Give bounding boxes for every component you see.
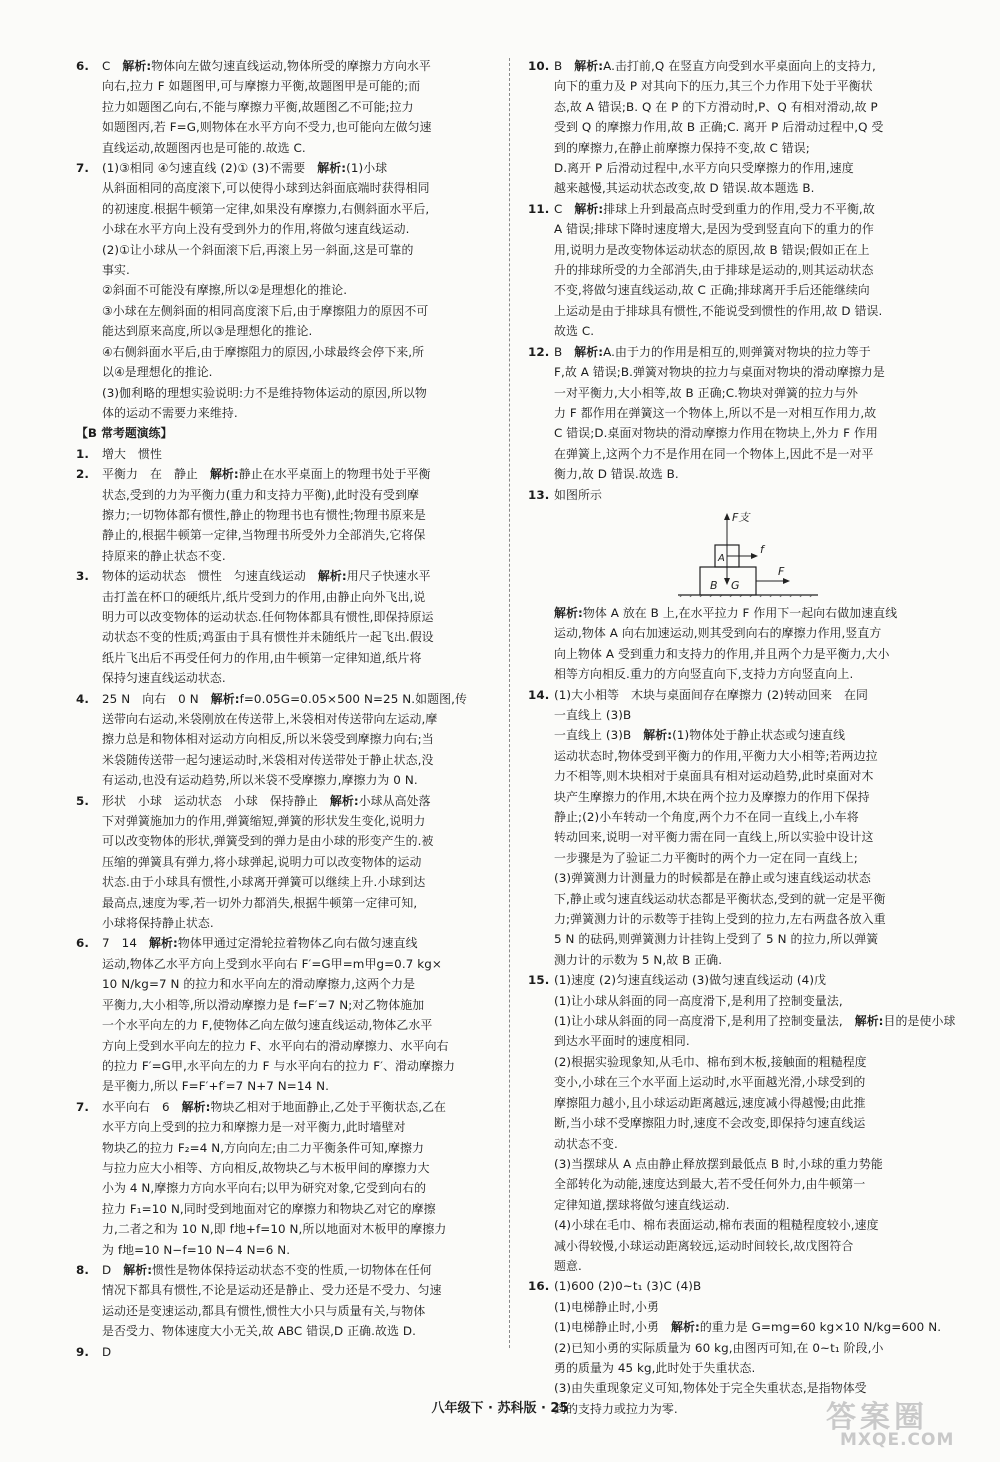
analysis-line: 纸片飞出后不再受任何力的作用,由牛顿第一定律知道,纸片将 bbox=[102, 650, 422, 665]
analysis-line: 动状态不变的性质;鸡蛋由于具有惯性并未随纸片一起飞出.假设 bbox=[102, 630, 434, 645]
analysis-line: f=0.05G=0.05×500 N=25 N.如题图,传 bbox=[239, 691, 467, 706]
analysis-line: 状态.由于小球具有惯性,小球离开弹簧可以继续上升.小球到达 bbox=[102, 875, 426, 890]
analysis-line: 一直线上 (3)B bbox=[554, 707, 632, 722]
column-divider bbox=[509, 58, 510, 1348]
analysis-line: 到的摩擦力,在静止前摩擦力保持不变,故 C 错误; bbox=[554, 140, 810, 155]
label-block-b: B bbox=[710, 578, 718, 592]
analysis-line: 为 f地=10 N−f=10 N−4 N=6 N. bbox=[102, 1242, 291, 1257]
analysis-line: 的重力是 G=mg=60 kg×10 N/kg=600 N. bbox=[699, 1320, 942, 1335]
analysis-line: 态,故 A 错误;B. Q 在 P 的下方滑动时,P、Q 有相对滑动,故 P bbox=[554, 99, 878, 114]
analysis-line: 米袋随传送带一起匀速运动时,米袋相对传送带处于静止状态,没 bbox=[102, 752, 434, 767]
item-answer: 7 14 bbox=[102, 936, 137, 951]
analysis-line: (1)让小球从斜面的同一高度滑下,是利用了控制变量法, bbox=[554, 993, 843, 1008]
item-number: 10. bbox=[528, 59, 550, 73]
answer-item bbox=[76, 1097, 492, 1260]
analysis-line: ③小球在左侧斜面的相同高度滚下后,由于摩擦阻力的原因不可 bbox=[102, 303, 429, 318]
analysis-line: 越来越慢,其运动状态改变,故 D 错误.故本题选 B. bbox=[554, 181, 815, 196]
analysis-line: 下,静止或匀速直线运动状态都是平衡状态,受到的就一定是平衡 bbox=[554, 891, 886, 906]
item-number: 15. bbox=[528, 973, 550, 988]
analysis-line: 擦力总是和物体相对运动方向相反,所以米袋受到摩擦力向右;当 bbox=[102, 732, 434, 747]
answer-item bbox=[76, 933, 492, 1096]
analysis-line: 力;弹簧测力计的示数等于挂钩上受到的拉力,左右两盘各放入重 bbox=[554, 912, 886, 927]
analysis-line: 一步骤是为了验证二力平衡时的两个力一定在同一直线上; bbox=[554, 850, 858, 865]
analysis-line: 的初速度.根据牛顿第一定律,如果没有摩擦力,右侧斜面水平后, bbox=[102, 201, 430, 216]
analysis-line: 最高点,速度为零,若一切外力都消失,根据牛顿第一定律可知, bbox=[102, 895, 418, 910]
analysis-line: 题意. bbox=[554, 1258, 582, 1273]
analysis-line: 力,二者之和为 10 N,即 f地+f=10 N,所以地面对木板甲的摩擦力 bbox=[102, 1222, 447, 1237]
analysis-line: 运动还是变速运动,都具有惯性,惯性大小只与质量有关,与物体 bbox=[102, 1303, 426, 1318]
analysis-line: 惯性是物体保持运动状态不变的性质,一切物体在任何 bbox=[152, 1262, 432, 1277]
analysis-line: 擦力;一切物体都有惯性,静止的物理书也有惯性;物理书原来是 bbox=[102, 507, 426, 522]
answer-item bbox=[76, 689, 492, 791]
answer-item bbox=[76, 1342, 492, 1362]
analysis-line: 一直线上 (3)B bbox=[554, 728, 632, 743]
analysis-label: 解析: bbox=[123, 1262, 153, 1277]
support-arrowhead bbox=[724, 513, 730, 520]
analysis-line: 一个水平向左的力 F,使物体乙向左做匀速直线运动,物体乙水平 bbox=[102, 1018, 433, 1033]
analysis-line: 以④是理想化的推论. bbox=[102, 365, 213, 380]
analysis-line: (2)根据实验现象知,从毛巾、棉布到木板,接触面的粗糙程度 bbox=[554, 1054, 867, 1069]
analysis-line: 运动,物体乙水平方向上受到水平向右 F′=G甲=m甲g=0.7 kg× bbox=[102, 956, 442, 971]
item-answer: (1)③相同 ④匀速直线 (2)① (3)不需要 bbox=[102, 161, 306, 176]
analysis-line: 上运动是由于排球具有惯性,不能说受到惯性的作用,故 D 错误. bbox=[554, 303, 883, 318]
item-answer: (1)速度 (2)匀速直线运动 (3)做匀速直线运动 (4)戊 bbox=[554, 973, 827, 988]
analysis-line: 断,当小球不受摩擦阻力时,速度不会改变,即保持匀速直线运 bbox=[554, 1116, 866, 1131]
item-answer: C bbox=[102, 59, 111, 73]
item-answer: B bbox=[554, 344, 563, 359]
section-heading-b: 【B 常考题演练】 bbox=[76, 426, 173, 441]
analysis-line: 压缩的弹簧具有弹力,将小球弹起,说明力可以改变物体的运动 bbox=[102, 854, 422, 869]
analysis-line: (4)小球在毛巾、棉布表面运动,棉布表面的粗糙程度较小,速度 bbox=[554, 1218, 879, 1233]
analysis-line: (3)弹簧测力计测量力的时候都是在静止或匀速直线运动状态 bbox=[554, 871, 871, 886]
answer-item bbox=[76, 56, 492, 158]
friction-arrowhead bbox=[751, 553, 758, 559]
item-answer: D bbox=[102, 1262, 112, 1277]
item-number: 16. bbox=[528, 1279, 550, 1294]
analysis-line: (1)小球 bbox=[346, 161, 388, 176]
analysis-line: 静止;(2)小车转动一个角度,两个力不在同一直线上,小车将 bbox=[554, 810, 859, 824]
item-answer: 如图所示 bbox=[554, 487, 602, 502]
analysis-line: 用尺子快速水平 bbox=[346, 569, 431, 584]
answer-item bbox=[528, 199, 958, 342]
analysis-line: 勇的质量为 45 kg,此时处于失重状态. bbox=[554, 1360, 756, 1375]
item-number: 8. bbox=[76, 1262, 89, 1277]
label-block-a: A bbox=[718, 552, 725, 564]
analysis-line: 小为 4 N,摩擦力方向水平向右;以甲为研究对象,它受到向右的 bbox=[102, 1181, 427, 1196]
analysis-line: 块产生摩擦力的作用,木块在两个拉力及摩擦力的作用下保持 bbox=[554, 789, 870, 804]
analysis-line: 下对弹簧施加力的作用,弹簧缩短,弹簧的形状发生变化,说明力 bbox=[102, 814, 426, 829]
analysis-line: 静止的,根据牛顿第一定律,当物理书所受外力全部消失,它将保 bbox=[102, 528, 426, 543]
answer-item bbox=[76, 566, 492, 688]
analysis-label: 解析: bbox=[554, 605, 583, 620]
item-answer: B bbox=[554, 59, 563, 73]
analysis-line: 力不相等,则木块相对于桌面具有相对运动趋势,此时桌面对木 bbox=[554, 769, 874, 784]
item-answer: 水平向右 6 bbox=[102, 1099, 170, 1114]
analysis-line: 平衡力,大小相等,所以滑动摩擦力是 f=F′=7 N;对乙物体施加 bbox=[102, 997, 425, 1012]
analysis-line: 状态,受到的力为平衡力(重力和支持力平衡),此时没有受到摩 bbox=[102, 487, 420, 502]
analysis-line: 物体甲通过定滑轮拉着物体乙向右做匀速直线 bbox=[177, 936, 418, 951]
analysis-line: ④右侧斜面水平后,由于摩擦阻力的原因,小球最终会停下来,所 bbox=[102, 344, 425, 359]
analysis-line: (1)电梯静止时,小勇 bbox=[554, 1299, 659, 1314]
watermark-url: MXQE.COM bbox=[840, 1430, 955, 1450]
analysis-label: 解析: bbox=[574, 344, 604, 359]
analysis-line: 运动状态时,物体受到平衡力的作用,平衡力大小相等;若两边拉 bbox=[554, 748, 878, 763]
analysis-line: 直线运动,故题图丙也是可能的.故选 C. bbox=[102, 140, 306, 155]
analysis-line: (1)物体处于静止状态或匀速直线 bbox=[672, 728, 846, 743]
analysis-line: 受到 Q 的摩擦力作用,故 B 正确;C. 离开 P 后滑动过程中,Q 受 bbox=[554, 120, 884, 135]
analysis-line: (2)已知小勇的实际质量为 60 kg,由图丙可知,在 0~t₁ 阶段,小 bbox=[554, 1340, 884, 1355]
analysis-line: D.离开 P 后滑动过程中,水平方向只受摩擦力的作用,速度 bbox=[554, 161, 854, 176]
analysis-line: F,故 A 错误;B.弹簧对物块的拉力与桌面对物块的滑动摩擦力是 bbox=[554, 365, 885, 380]
page-footer: 八年级下 · 苏科版 · 25 bbox=[431, 1401, 569, 1416]
watermark-text: 答案圈 bbox=[826, 1400, 928, 1435]
analysis-line: (1)电梯静止时,小勇 bbox=[554, 1320, 659, 1335]
analysis-line: 事实. bbox=[102, 263, 130, 278]
item-number: 11. bbox=[528, 201, 550, 216]
item-answer: C bbox=[554, 201, 563, 216]
item-answer: 增大 惯性 bbox=[102, 446, 162, 461]
item-number: 6. bbox=[76, 936, 89, 951]
label-friction: f bbox=[760, 542, 764, 556]
analysis-line: 转动回来,说明一对平衡力需在同一直线上,所以实验中设计这 bbox=[554, 830, 874, 845]
analysis-line: 相等方向相反.重力的方向竖直向下,支持力方向竖直向上. bbox=[554, 667, 854, 682]
analysis-line: 动状态不变. bbox=[554, 1136, 618, 1151]
left-column bbox=[76, 56, 492, 1362]
analysis-line: 减小得较慢,小球运动距离较远,运动时间较长,故戊图符合 bbox=[554, 1238, 854, 1253]
item-answer: 平衡力 在 静止 bbox=[102, 467, 198, 482]
analysis-label: 解析: bbox=[574, 59, 604, 73]
item-number: 12. bbox=[528, 344, 550, 359]
analysis-line: 持原来的静止状态不变. bbox=[102, 548, 226, 563]
analysis-label: 解析: bbox=[670, 1320, 700, 1335]
analysis-line: (2)①让小球从一个斜面滚下后,再滚上另一斜面,这是可靠的 bbox=[102, 242, 414, 257]
analysis-line: 如题图丙,若 F=G,则物体在水平方向不受力,也可能向左做匀速 bbox=[102, 120, 432, 135]
analysis-line: 目的是使小球到达水平面时的速度相同. bbox=[554, 1014, 956, 1049]
analysis-line: 方向上受到水平向左的拉力 F、水平向右的滑动摩擦力、水平向右 bbox=[102, 1038, 449, 1053]
analysis-line: 物块乙相对于地面静止,乙处于平衡状态,乙在 bbox=[210, 1099, 447, 1114]
analysis-label: 解析: bbox=[329, 793, 359, 808]
analysis-line: 体的运动不需要力来维持. bbox=[102, 405, 238, 420]
analysis-line: 静止在水平桌面上的物理书处于平衡 bbox=[238, 467, 431, 482]
analysis-line: 物体 A 放在 B 上,在水平拉力 F 作用下一起向右做加速直线 bbox=[582, 605, 898, 620]
analysis-line: 拉力 F₁=10 N,同时受到地面对它的摩擦力和物块乙对它的摩擦 bbox=[102, 1201, 436, 1216]
item-answer: D bbox=[102, 1344, 112, 1359]
analysis-label: 解析: bbox=[149, 936, 178, 951]
analysis-line: 到的支持力或拉力为零. bbox=[554, 1401, 678, 1416]
analysis-line: 变小,小球在三个水平面上运动时,水平面越光滑,小球受到的 bbox=[554, 1075, 866, 1090]
item-number: 5. bbox=[76, 793, 89, 808]
item-number: 13. bbox=[528, 487, 550, 502]
label-gravity: G bbox=[731, 578, 740, 592]
answer-item bbox=[76, 791, 492, 934]
item-answer: 25 N 向右 0 N bbox=[102, 691, 199, 706]
item-number: 6. bbox=[76, 59, 89, 73]
analysis-line: 不变,将做匀速直线运动,故 C 正确;排球离开手后还能继续向 bbox=[554, 283, 870, 298]
right-items-b bbox=[528, 685, 958, 1420]
analysis-line: 向下的重力及 P 对其向下的压力,其三个力作用下处于平衡状 bbox=[554, 79, 873, 94]
right-column bbox=[528, 56, 958, 1419]
right-items-a bbox=[528, 56, 958, 505]
analysis-line: A.击打前,Q 在竖直方向受到水平桌面向上的支持力, bbox=[603, 59, 876, 73]
pull-arrowhead bbox=[783, 578, 790, 584]
analysis-line: 定律知道,摆球将做匀速直线运动. bbox=[554, 1197, 730, 1212]
analysis-line: 送带向右运动,米袋刚放在传送带上,米袋相对传送带向左运动,摩 bbox=[102, 712, 438, 726]
analysis-line: 是否受力、物体速度大小无关,故 ABC 错误,D 正确.故选 D. bbox=[102, 1324, 417, 1339]
item-number: 9. bbox=[76, 1344, 89, 1359]
analysis-line: 测力计的示数为 5 N,故 B 正确. bbox=[554, 952, 723, 967]
force-diagram bbox=[678, 509, 818, 597]
gravity-arrowhead bbox=[724, 578, 730, 585]
analysis-line: (3)由失重现象定义可知,物体处于完全失重状态,是指物体受 bbox=[554, 1381, 867, 1396]
label-support-force: F支 bbox=[732, 510, 750, 524]
analysis-line: 是平衡力,所以 F=F′+f′=7 N+7 N=14 N. bbox=[102, 1079, 329, 1094]
analysis-line: ②斜面不可能没有摩擦,所以②是理想化的推论. bbox=[102, 283, 348, 298]
analysis-line: 故选 C. bbox=[554, 324, 595, 339]
analysis-label: 解析: bbox=[574, 201, 604, 216]
analysis-line: 有运动,也没有运动趋势,所以米袋不受摩擦力,摩擦力为 0 N. bbox=[102, 773, 418, 788]
item-number: 1. bbox=[76, 446, 89, 461]
analysis-line: 情况下都具有惯性,不论是运动还是静止、受力还是不受力、匀速 bbox=[102, 1283, 442, 1298]
item-answer: (1)大小相等 木块与桌面间存在摩擦力 (2)转动回来 在同 bbox=[554, 687, 868, 702]
analysis-line: 与拉力应大小相等、方向相反,故物块乙与木板甲间的摩擦力大 bbox=[102, 1160, 430, 1175]
answer-item bbox=[76, 1260, 492, 1342]
analysis-line: 衡力,故 D 错误.故选 B. bbox=[554, 467, 679, 482]
label-pull-force: F bbox=[778, 564, 785, 578]
analysis-line: 能达到原来高度,所以③是理想化的推论. bbox=[102, 324, 313, 339]
analysis-label: 解析: bbox=[317, 569, 347, 584]
analysis-line: 击打盖在杯口的硬纸片,纸片受到力的作用,由静止向外飞出,说 bbox=[102, 589, 426, 604]
analysis-label: 解析: bbox=[854, 1014, 884, 1029]
item-number: 7. bbox=[76, 1099, 89, 1114]
answer-item bbox=[528, 970, 958, 1276]
item-number: 14. bbox=[528, 687, 550, 702]
analysis-label: 解析: bbox=[181, 1099, 211, 1114]
answer-item bbox=[528, 56, 958, 199]
analysis-line: 明力可以改变物体的运动状态.任何物体都具有惯性,即保持原运 bbox=[102, 609, 434, 624]
item-number: 7. bbox=[76, 161, 89, 176]
analysis-line: 升的排球所受的力全部消失,由于排球是运动的,则其运动状态 bbox=[554, 263, 874, 278]
analysis-line: 物块乙的拉力 F₂=4 N,方向向左;由二力平衡条件可知,摩擦力 bbox=[102, 1140, 424, 1155]
analysis-line: 小球从高处落 bbox=[358, 793, 431, 808]
analysis-line: A.由于力的作用是相互的,则弹簧对物块的拉力等于 bbox=[603, 344, 871, 359]
analysis-line: 排球上升到最高点时受到重力的作用,受力不平衡,故 bbox=[603, 201, 875, 216]
watermark-logo bbox=[822, 1390, 980, 1454]
analysis-line: 摩擦阻力越小,且小球运动距离越远,速度减小得越慢;由此推 bbox=[554, 1095, 866, 1110]
analysis-line: 拉力如题图乙向右,不能与摩擦力平衡,故题图乙不可能;拉力 bbox=[102, 99, 414, 114]
answer-item bbox=[528, 685, 958, 971]
answer-item bbox=[76, 444, 492, 464]
analysis-line: 物体向左做匀速直线运动,物体所受的摩擦力方向水平 bbox=[151, 59, 431, 73]
analysis-line: 小球将保持静止状态. bbox=[102, 916, 214, 931]
analysis-line: 一对平衡力,大小相等,故 B 正确;C.物块对弹簧的拉力与外 bbox=[554, 385, 858, 400]
analysis-line: 5 N 的砝码,则弹簧测力计挂钩上受到了 5 N 的拉力,所以弹簧 bbox=[554, 932, 879, 947]
analysis-line: (3)伽利略的理想实验说明:力不是维持物体运动的原因,所以物 bbox=[102, 385, 427, 400]
left-items-b bbox=[76, 444, 492, 1362]
item-13-analysis bbox=[528, 603, 958, 685]
analysis-line: 用,说明力是改变物体运动状态的原因,故 B 错误;假如正在上 bbox=[554, 242, 870, 257]
item-number: 3. bbox=[76, 569, 89, 584]
answer-item bbox=[76, 464, 492, 566]
analysis-line: 10 N/kg=7 N 的拉力和水平向左的滑动摩擦力,这两个力是 bbox=[102, 977, 416, 992]
answer-item bbox=[528, 342, 958, 485]
analysis-line: 可以改变物体的形状,弹簧受到的弹力是由小球的形变产生的.被 bbox=[102, 834, 434, 849]
analysis-label: 解析: bbox=[210, 691, 240, 706]
analysis-line: 的拉力 F′=G甲,水平向左的力 F 与水平向右的拉力 F′、滑动摩擦力 bbox=[102, 1058, 455, 1073]
analysis-line: 在弹簧上,这两个力不是作用在同一个物体上,因此不是一对平 bbox=[554, 446, 874, 461]
analysis-line: 水平方向上受到的拉力和摩擦力是一对平衡力,此时墙壁对 bbox=[102, 1120, 406, 1135]
analysis-label: 解析: bbox=[317, 161, 347, 176]
analysis-line: 向右,拉力 F 如题图甲,可与摩擦力平衡,故题图甲是可能的;而 bbox=[102, 79, 421, 94]
analysis-label: 解析: bbox=[122, 59, 152, 73]
analysis-line: 从斜面相同的高度滚下,可以使得小球到达斜面底端时获得相同 bbox=[102, 181, 430, 196]
analysis-line: 向上物体 A 受到重力和支持力的作用,并且两个力是平衡力,大小 bbox=[554, 646, 890, 661]
analysis-line: 保持匀速直线运动状态. bbox=[102, 671, 226, 686]
item-answer: (1)600 (2)0~t₁ (3)C (4)B bbox=[554, 1279, 702, 1294]
item-number: 4. bbox=[76, 691, 89, 706]
analysis-line: (3)当摆球从 A 点由静止释放摆到最低点 B 时,小球的重力势能 bbox=[554, 1156, 883, 1171]
analysis-line: 小球在水平方向上没有受到外力的作用,将做匀速直线运动. bbox=[102, 222, 410, 237]
answer-item bbox=[76, 158, 492, 423]
answer-item bbox=[528, 485, 958, 505]
analysis-label: 解析: bbox=[643, 728, 673, 743]
analysis-line: 全部转化为动能,速度达到最大,若不受任何外力,由牛顿第一 bbox=[554, 1177, 866, 1192]
analysis-label: 解析: bbox=[209, 467, 239, 482]
item-answer: 物体的运动状态 惯性 匀速直线运动 bbox=[102, 569, 306, 584]
analysis-line: 力 F 都作用在弹簧这一个物体上,所以不是一对相互作用力,故 bbox=[554, 405, 877, 420]
analysis-line: A 错误;排球下降时速度增大,是因为受到竖直向下的重力的作 bbox=[554, 222, 874, 237]
analysis-line: (1)让小球从斜面的同一高度滑下,是利用了控制变量法, bbox=[554, 1014, 843, 1029]
left-items-a bbox=[76, 56, 492, 423]
analysis-line: 运动,物体 A 向右加速运动,则其受到向右的摩擦力作用,竖直方 bbox=[554, 626, 882, 641]
item-answer: 形状 小球 运动状态 小球 保持静止 bbox=[102, 793, 318, 808]
item-number: 2. bbox=[76, 467, 89, 482]
analysis-line: C 错误;D.桌面对物块的滑动摩擦力作用在物块上,外力 F 作用 bbox=[554, 426, 878, 441]
